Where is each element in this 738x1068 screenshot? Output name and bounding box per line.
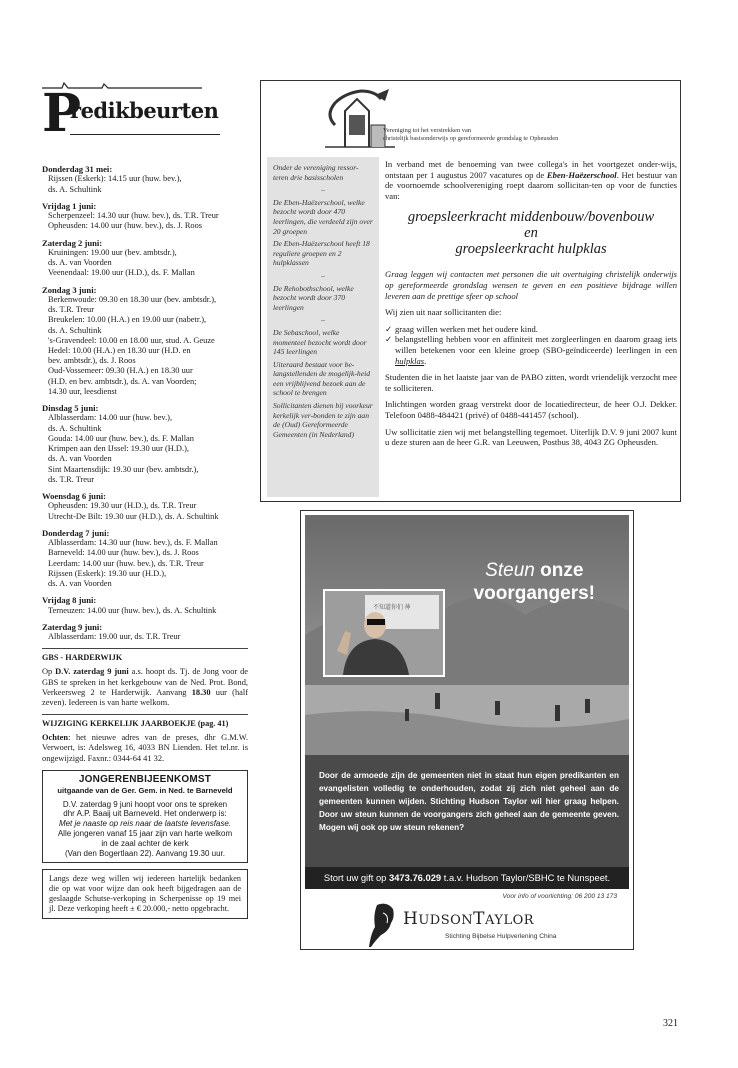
service-line: Rijssen (Eskerk): 14.15 uur (huw. bev.), (48, 174, 182, 184)
service-line: ds. A. Schultink (48, 325, 102, 335)
schedule-day (42, 238, 248, 279)
schedule-day (42, 403, 248, 485)
service-line: Breukelen: 10.00 (H.A.) en 19.00 uur (nabetr.), (48, 315, 207, 325)
service-line: bev. ambtsdr.), ds. J. Roos (48, 356, 136, 366)
sidebar-text: De Eben-Haëzerschool heeft 18 reguliere groepen en 2 hulpklassen (273, 239, 370, 268)
school-vacancy-ad (260, 80, 681, 502)
day-heading: Zondag 3 juni: (42, 284, 97, 295)
service-line: 14.30 uur, leesdienst (48, 386, 117, 396)
service-line: ds. T.R. Treur (48, 305, 94, 315)
service-line: 's-Gravendeel: 10.00 en 18.00 uur, stud. A. Geuze (48, 335, 215, 345)
jongeren-subtitle: uitgaande van de Ger. Gem. in Ned. te Barneveld (57, 785, 233, 795)
schedule-list (42, 164, 248, 642)
service-line: Alblasserdam: 19.00 uur, ds. T.R. Treur (48, 632, 181, 642)
service-line: Sint Maartensdijk: 19.30 uur (bev. ambtsdr.), (48, 464, 199, 474)
jongeren-line: in de zaal achter de kerk (101, 838, 189, 848)
day-heading: Zaterdag 2 juni: (42, 237, 103, 248)
preekbeurten-header (42, 80, 248, 158)
sidebar-text: Onder de vereniging ressor-teren drie basisscholen (273, 163, 359, 182)
jongeren-line: dhr A.P. Baaij uit Barneveld. Het onderwerp is: (63, 809, 227, 819)
ad-inner (305, 515, 629, 947)
sidebar-text: De Sebaschool, welke momenteel bezocht wordt door 145 leerlingen (273, 327, 367, 357)
day-services (42, 413, 248, 484)
hudson-taylor-ad (300, 510, 634, 950)
service-line: Opheusden: 19.30 uur (H.D.), ds. T.R. Treur (48, 501, 197, 511)
service-line: Utrecht-De Bilt: 19.30 uur (H.D.), ds. A. Schultink (48, 511, 219, 521)
check-icon: ✓ (385, 334, 393, 345)
service-line: ds. A. van Voorden (48, 258, 112, 268)
day-heading: Woensdag 6 juni: (42, 490, 106, 501)
hudson-taylor-logo: HUDSONTAYLOR (403, 909, 535, 929)
preacher-photo (323, 589, 445, 677)
vacancy-contact: Graag leggen wij contacten met personen die uit overtuiging christelijk onderwijs op gereformeerde grondslag wensen te geven en een positieve bijdrage willen leveren aan de prettige sfeer op school (385, 269, 677, 301)
jongeren-title: JONGERENBIJEENKOMST (78, 773, 212, 785)
day-services (42, 248, 248, 279)
sidebar-text: De Rehobothschool, welke bezocht wordt door 370 leerlingen (273, 283, 354, 312)
service-line: Opheusden: 14.00 uur (huw. bev.), ds. J. Roos (48, 221, 203, 231)
vacancy-functions: groepsleerkracht middenbouw/bovenbouw en groepsleerkracht hulpklas (407, 209, 655, 258)
hudson-taylor-tagline: Stichting Bijbelse Hulpverlening China (445, 933, 557, 940)
ad-slogan: Steun onze voorgangers! (473, 560, 595, 604)
day-heading: Dinsdag 5 juni: (42, 403, 99, 414)
schedule-day (42, 285, 248, 397)
vacancy-text (385, 159, 677, 454)
day-services (42, 632, 248, 642)
vacancy-intro: In verband met de benoeming van twee collega's in het voortgezet onder-wijs, ontstaan per 1 augustus 2007 vacatures op de Eben-Haëzerschool. Het bestuur van de voornoemde schoolvereniging roept daarom sollicitan-ten op voor de functies van: (385, 159, 677, 201)
day-heading: Donderdag 31 mei: (42, 164, 113, 174)
jaarboekje-heading: WIJZIGING KERKELIJK JAARBOEKJE (pag. 41) (42, 719, 229, 729)
service-line: Kruiningen: 19.00 uur (bev. ambtsdr.), (48, 248, 177, 258)
jongeren-topic: Met je naaste op reis naar de laatste levensfase. (58, 819, 232, 829)
service-line: ds. A. van Voorden (48, 578, 112, 588)
sidebar-text: Uiteraard bestaat voor be-langstellenden de mogelijk-heid een vrijblijvend bezoek aan de school te brengen (273, 359, 371, 398)
ad-info: Voor info of voorlichting: 06 200 13 173 (502, 893, 617, 900)
day-services (42, 211, 248, 231)
day-services (42, 501, 248, 521)
schedule-day (42, 491, 248, 522)
service-line: Rijssen (Eskerk): 19.30 uur (H.D.), (48, 568, 167, 578)
service-line: Leerdam: 14.00 uur (huw. bev.), ds. T.R. Treur (48, 558, 204, 568)
day-services (42, 606, 248, 616)
check-icon: ✓ (385, 323, 393, 334)
day-services (42, 295, 248, 397)
day-heading: Vrijdag 8 juni: (42, 595, 97, 606)
sidebar-text: Sollicitanten dienen bij voorkeur kerkelijk ver-bonden te zijn aan de (Oud) Gereformeerde Gemeenten (in Nederland) (273, 401, 373, 439)
requirement-item: ✓ graag willen werken met het oudere kind. (385, 323, 538, 334)
schedule-day (42, 595, 248, 616)
page-title: redikbeurten (70, 98, 219, 123)
board-text: 不知道你们 神 (373, 605, 411, 611)
vacancy-pabo: Studenten die in het laatste jaar van de PABO zitten, wordt vriendelijk verzocht mee te solliciteren. (385, 372, 677, 393)
service-line: Alblasserdam: 14.30 uur (huw. bev.), ds. F. Mallan (48, 538, 218, 548)
school-sidebar: Onder de vereniging ressor-teren drie basisscholen – De Eben-Haëzerschool, welke bezocht wordt door 470 leerlingen, die verdeeld zijn over 20 groepen De Eben-Haëzerschool heeft 18 reguliere groepen en 2 hulpklassen – De Rehobothschool, welke bezocht wordt door 370 leerlingen – De Sebaschool, welke momenteel bezocht wordt door 145 leerlingen Uiteraard bestaat voor be-langstellenden de mogelijk-heid een vrijblijvend bezoek aan de school te brengen Sollicitanten dienen bij voorkeur kerkelijk ver-bonden te zijn aan de (Oud) Gereformeerde Gemeenten (in Nederland) (267, 157, 379, 497)
jongeren-line: (Van den Bogertlaan 22). Aanvang 19.30 uur. (65, 848, 225, 858)
vacancy-apply: Uw sollicitatie zien wij met belangstelling tegemoet. Uiterlijk D.V. 9 juni 2007 kunt u deze sturen aan de heer G.R. van Leeuwen, Postbus 38, 4043 ZG Opheusden. (385, 426, 677, 448)
service-line: Alblasserdam: 14.00 uur (huw. bev.), (48, 413, 173, 423)
service-line: ds. T.R. Treur (48, 474, 94, 484)
jaarboekje-section (42, 714, 248, 764)
service-line: Berkenwoude: 09.30 en 18.30 uur (bev. ambtsdr.), (48, 295, 217, 305)
gbs-section (42, 648, 248, 708)
requirement-item: ✓ belangstelling hebben voor en affiniteit met zorgleerlingen en daarom graag iets willen betekenen voor een kleine groep (SBO-geïndiceerde) leerlingen in een hulpklas. (385, 334, 677, 366)
schedule-day (42, 528, 248, 589)
day-services (42, 538, 248, 589)
thanks-box: Langs deze weg willen wij iedereen hartelijk bedanken die op wat voor wijze dan ook heeft bijgedragen aan de geslaagde Schutse-verkoping in Scherpenisse op 19 mei jl. Deze verkoping heeft ± € 20.000,- netto opgebracht. (42, 869, 248, 919)
association-name: Vereniging tot het verstrekken van christelijk basisonderwijs op gereformeerde grondslag te Opheusden (383, 127, 559, 142)
preacher-photo-image (325, 591, 443, 675)
gift-bar: Stort uw gift op 3473.76.029 t.a.v. Hudson Taylor/SBHC te Nunspeet. (305, 867, 629, 889)
service-line: ds. A. Schultink (48, 184, 102, 194)
vacancy-wish: Wij zien uit naar sollicitanten die: (385, 307, 502, 318)
schedule-day (42, 622, 248, 643)
service-line: Krimpen aan den IJssel: 19.30 uur (H.D.), (48, 444, 189, 454)
gbs-heading: GBS - HARDERWIJK (42, 653, 123, 663)
day-heading: Zaterdag 9 juni: (42, 621, 103, 632)
jongeren-line: D.V. zaterdag 9 juni hoopt voor ons te spreken (62, 799, 228, 809)
hudson-taylor-portrait-icon (369, 901, 399, 947)
jongeren-line: Alle jongeren vanaf 15 jaar zijn van harte welkom (57, 828, 233, 838)
vacancy-info: Inlichtingen worden graag verstrekt door de locatiedirecteur, de heer O.J. Dekker. Telefoon 0488-484421 (privé) of 0488-441457 (school). (385, 399, 677, 420)
day-services (42, 174, 248, 194)
ad-body: Door de armoede zijn de gemeenten niet in staat hun eigen predikanten en evangelisten volledig te onderhouden, zodat zij zich niet geheel aan de gemeenten kunnen wijden. Stichting Hudson Taylor wil hier graag helpen. Door uw steun kunnen de voorgangers zich geheel aan de gemeente geven. Mogen wij ook op uw steun rekenen? (319, 771, 619, 832)
day-heading: Donderdag 7 juni: (42, 527, 110, 538)
schedule-day (42, 201, 248, 232)
service-line: Gouda: 14.00 uur (huw. bev.), ds. F. Mallan (48, 433, 194, 443)
service-line: Terneuzen: 14.00 uur (huw. bev.), ds. A. Schultink (48, 605, 217, 615)
service-line: Barneveld: 14.00 uur (huw. bev.), ds. J. Roos (48, 548, 199, 558)
jaarboekje-text: Ochten: het nieuwe adres van de preses, dhr G.M.W. Verwoert, is: Adelsweg 16, 4033 BN Lienden. Het tel.nr. is ongewijzigd. Faxnr.: 0344-64 41 32. (42, 733, 248, 763)
gbs-text: Op D.V. zaterdag 9 juni a.s. hoopt ds. Tj. de Jong voor de GBS te spreken in het kerkgebouw van de Ned. Prot. Bond, Verkeersweg 2 te Harderwijk. Aanvang 18.30 uur (half zeven). Iedereen is van harte welkom. (42, 667, 248, 707)
service-line: Veenendaal: 19.00 uur (H.D.), ds. F. Mallan (48, 268, 195, 278)
header-rule (70, 134, 220, 135)
service-line: ds. A. Schultink (48, 423, 102, 433)
header-initial: P (42, 83, 82, 144)
schedule-day (42, 164, 248, 195)
service-line: (H.D. en bev. ambtsdr.), ds. A. van Voorden; (48, 376, 197, 386)
sidebar-text: De Eben-Haëzerschool, welke bezocht wordt door 470 leerlingen, die verdeeld zijn over 20 groepen (273, 197, 373, 236)
service-line: Scherpenzeel: 14.30 uur (huw. bev.), ds. T.R. Treur (48, 211, 219, 221)
service-line: ds. A. van Voorden (48, 454, 112, 464)
day-heading: Vrijdag 1 juni: (42, 200, 97, 211)
service-line: Hedel: 10.00 (H.A.) en 18.30 uur (H.D. en (48, 346, 191, 356)
service-line: Oud-Vossemeer: 09.30 (H.A.) en 18.30 uur (48, 366, 193, 376)
page-number: 321 (663, 1018, 678, 1029)
jongeren-box (42, 770, 248, 864)
left-column (42, 80, 248, 919)
